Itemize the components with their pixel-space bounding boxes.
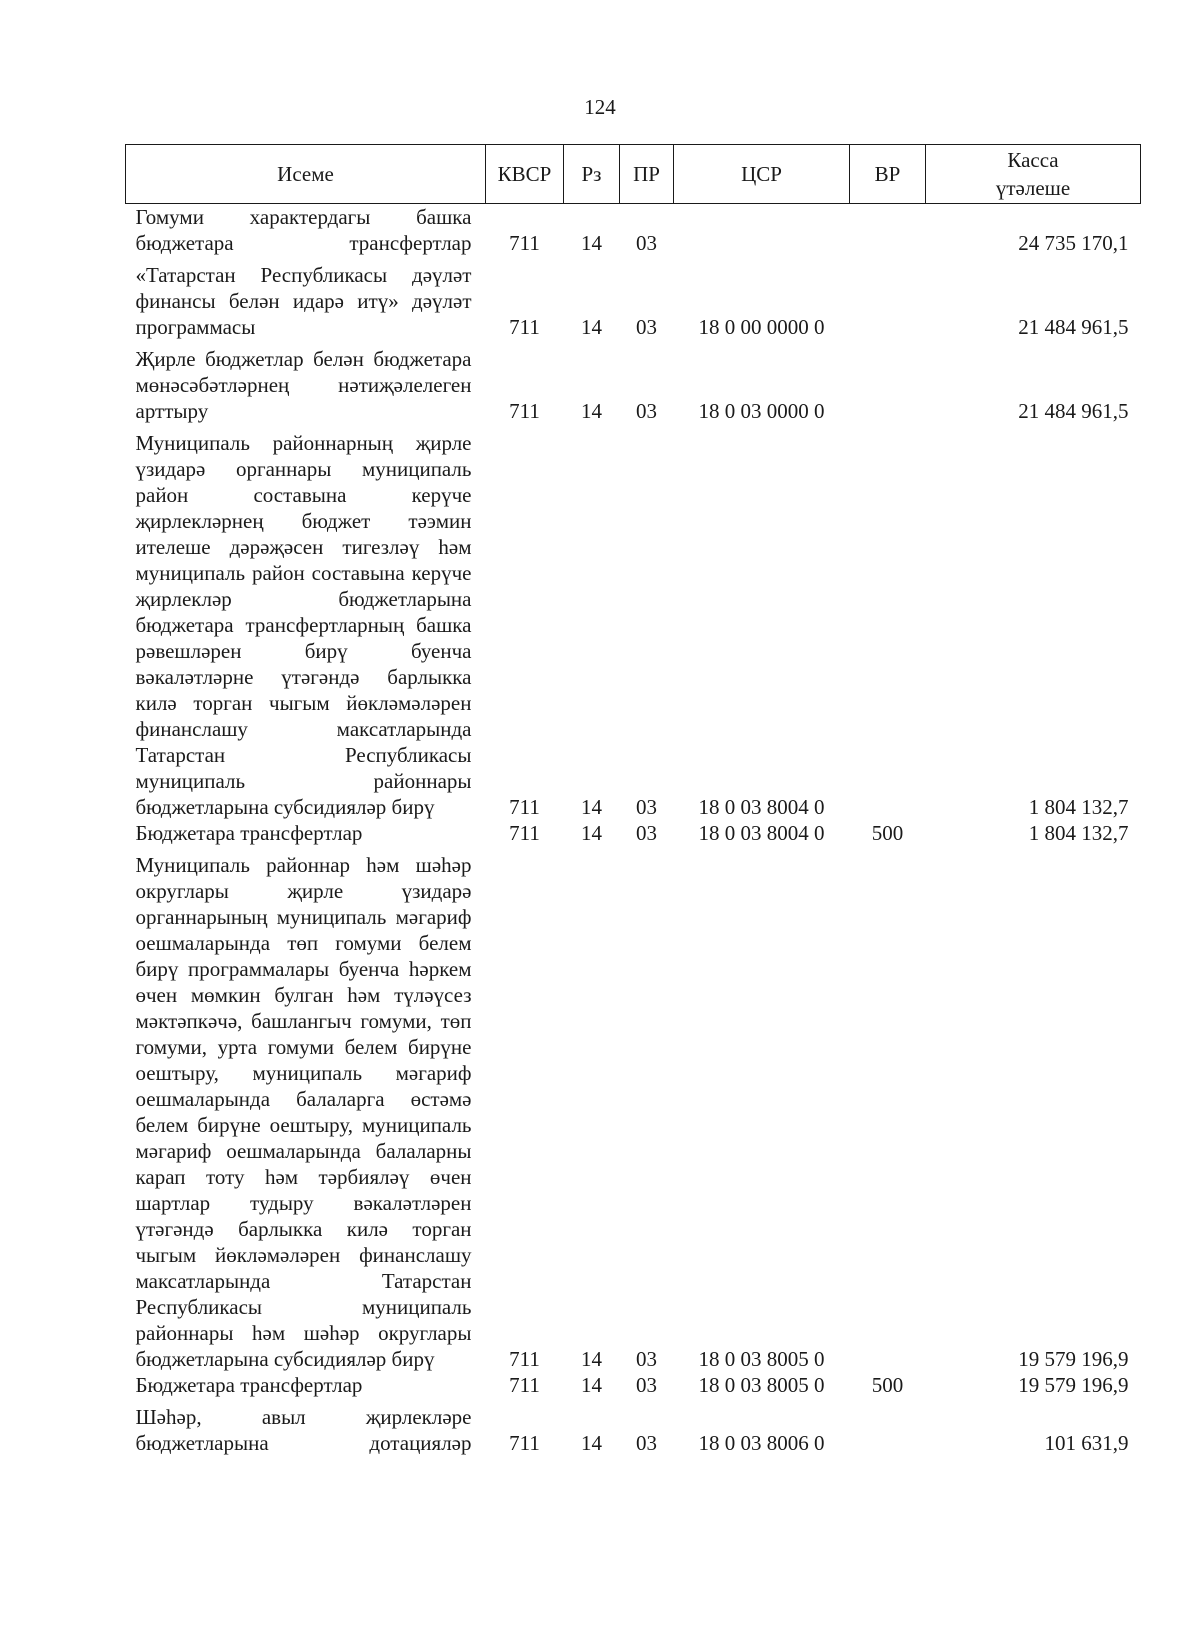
table-row (126, 1398, 1141, 1456)
row-csr: 18 0 03 0000 0 (698, 399, 825, 423)
row-amount: 21 484 961,5 (1018, 315, 1129, 339)
row-amount: 24 735 170,1 (1018, 231, 1129, 255)
row-pr: 03 (636, 1431, 657, 1455)
row-rz: 14 (581, 399, 602, 423)
table-header-row (126, 145, 1141, 204)
row-name: Гомуми характердагы башка бюджетара трансфертлар (135, 205, 472, 255)
row-csr: 18 0 03 8005 0 (698, 1373, 825, 1397)
row-vr (850, 340, 926, 424)
row-amount: 1 804 132,7 (1028, 821, 1129, 845)
row-vr (850, 204, 926, 257)
header-vr: ВР (850, 145, 926, 204)
header-name: Исеме (126, 145, 486, 204)
row-kvsr: 711 (509, 1373, 540, 1397)
row-vr: 500 (871, 821, 904, 845)
row-amount: 101 631,9 (1044, 1431, 1129, 1455)
row-csr: 18 0 03 8004 0 (698, 795, 825, 819)
table-row (126, 424, 1141, 820)
row-name: Муниципаль районнар һәм шәһәр округлары җирле үзидарә органнарының муниципаль мәгариф оешмаларында төп гомуми белем бирү программалары буенча һәркем өчен мөмкин булган һәм түләүсез мәктәпкәчә, башлангыч гомуми, төп гомуми, урта гомуми белем бирүне оештыру, муниципаль мәгариф оешмаларында балаларга өстәмә белем бирүне оештыру, муниципаль мәгариф оешмаларында балаларны карап тоту һәм тәрбияләү өчен шартлар тудыру вәкаләтләрен үтәгәндә барлыкка килә торган чыгым йөкләмәләрен финанслашу максатларында Татарстан Республикасы муниципаль районнары һәм шәһәр округлары бюджетларына субсидияләр бирү (135, 853, 472, 1371)
table-row (126, 1372, 1141, 1398)
row-name: Бюджетара трансфертлар (135, 1373, 363, 1397)
row-rz: 14 (581, 231, 602, 255)
row-amount: 1 804 132,7 (1028, 795, 1129, 819)
row-amount: 19 579 196,9 (1018, 1373, 1129, 1397)
table-row (126, 256, 1141, 340)
row-kvsr: 711 (509, 1431, 540, 1455)
row-pr: 03 (636, 821, 657, 845)
row-rz: 14 (581, 1347, 602, 1371)
row-csr: 18 0 03 8004 0 (698, 821, 825, 845)
row-vr (850, 1398, 926, 1456)
row-vr: 500 (871, 1373, 904, 1397)
row-vr (850, 424, 926, 820)
row-csr: 18 0 00 0000 0 (698, 315, 825, 339)
row-rz: 14 (581, 315, 602, 339)
row-csr (674, 204, 850, 257)
row-name: «Татарстан Республикасы дәүләт финансы белән идарә итү» дәүләт программасы (135, 263, 472, 339)
row-pr: 03 (636, 795, 657, 819)
header-pr: ПР (620, 145, 674, 204)
row-kvsr: 711 (509, 315, 540, 339)
row-rz: 14 (581, 821, 602, 845)
row-kvsr: 711 (509, 399, 540, 423)
row-name: Муниципаль районнарның җирле үзидарә органнары муниципаль район составына керүче җирлекләрнең бюджет тәэмин ителеше дәрәҗәсен тигезләү һәм муниципаль район составына керүче җирлекләр бюджетларына бюджетара трансфертларның башка рәвешләрен бирү буенча вәкаләтләрне үтәгәндә барлыкка килә торган чыгым йөкләмәләрен финанслашу максатларында Татарстан Республикасы муниципаль районнары бюджетларына субсидияләр бирү (135, 431, 472, 819)
row-vr (850, 256, 926, 340)
budget-table (125, 144, 1141, 1456)
row-kvsr: 711 (509, 1347, 540, 1371)
row-name: Шәһәр, авыл җирлекләре бюджетларына дотацияләр (135, 1405, 472, 1455)
row-pr: 03 (636, 231, 657, 255)
row-rz: 14 (581, 1373, 602, 1397)
row-rz: 14 (581, 795, 602, 819)
row-pr: 03 (636, 399, 657, 423)
row-pr: 03 (636, 315, 657, 339)
row-kvsr: 711 (509, 795, 540, 819)
row-csr: 18 0 03 8005 0 (698, 1347, 825, 1371)
row-name: Җирле бюджетлар белән бюджетара мөнәсәбәтләрнең нәтиҗәлелеген арттыру (135, 347, 472, 423)
header-amount: Касса үтәлеше (926, 145, 1141, 204)
header-kvsr: КВСР (486, 145, 564, 204)
row-pr: 03 (636, 1347, 657, 1371)
table-row (126, 846, 1141, 1372)
page-number: 124 (584, 95, 616, 119)
row-vr (850, 846, 926, 1372)
header-rz: Рз (564, 145, 620, 204)
table-row (126, 204, 1141, 257)
row-kvsr: 711 (509, 821, 540, 845)
header-csr: ЦСР (674, 145, 850, 204)
row-pr: 03 (636, 1373, 657, 1397)
row-amount: 21 484 961,5 (1018, 399, 1129, 423)
table-row (126, 820, 1141, 846)
row-rz: 14 (581, 1431, 602, 1455)
table-row (126, 340, 1141, 424)
row-csr: 18 0 03 8006 0 (698, 1431, 825, 1455)
row-name: Бюджетара трансфертлар (135, 821, 363, 845)
row-kvsr: 711 (509, 231, 540, 255)
row-amount: 19 579 196,9 (1018, 1347, 1129, 1371)
